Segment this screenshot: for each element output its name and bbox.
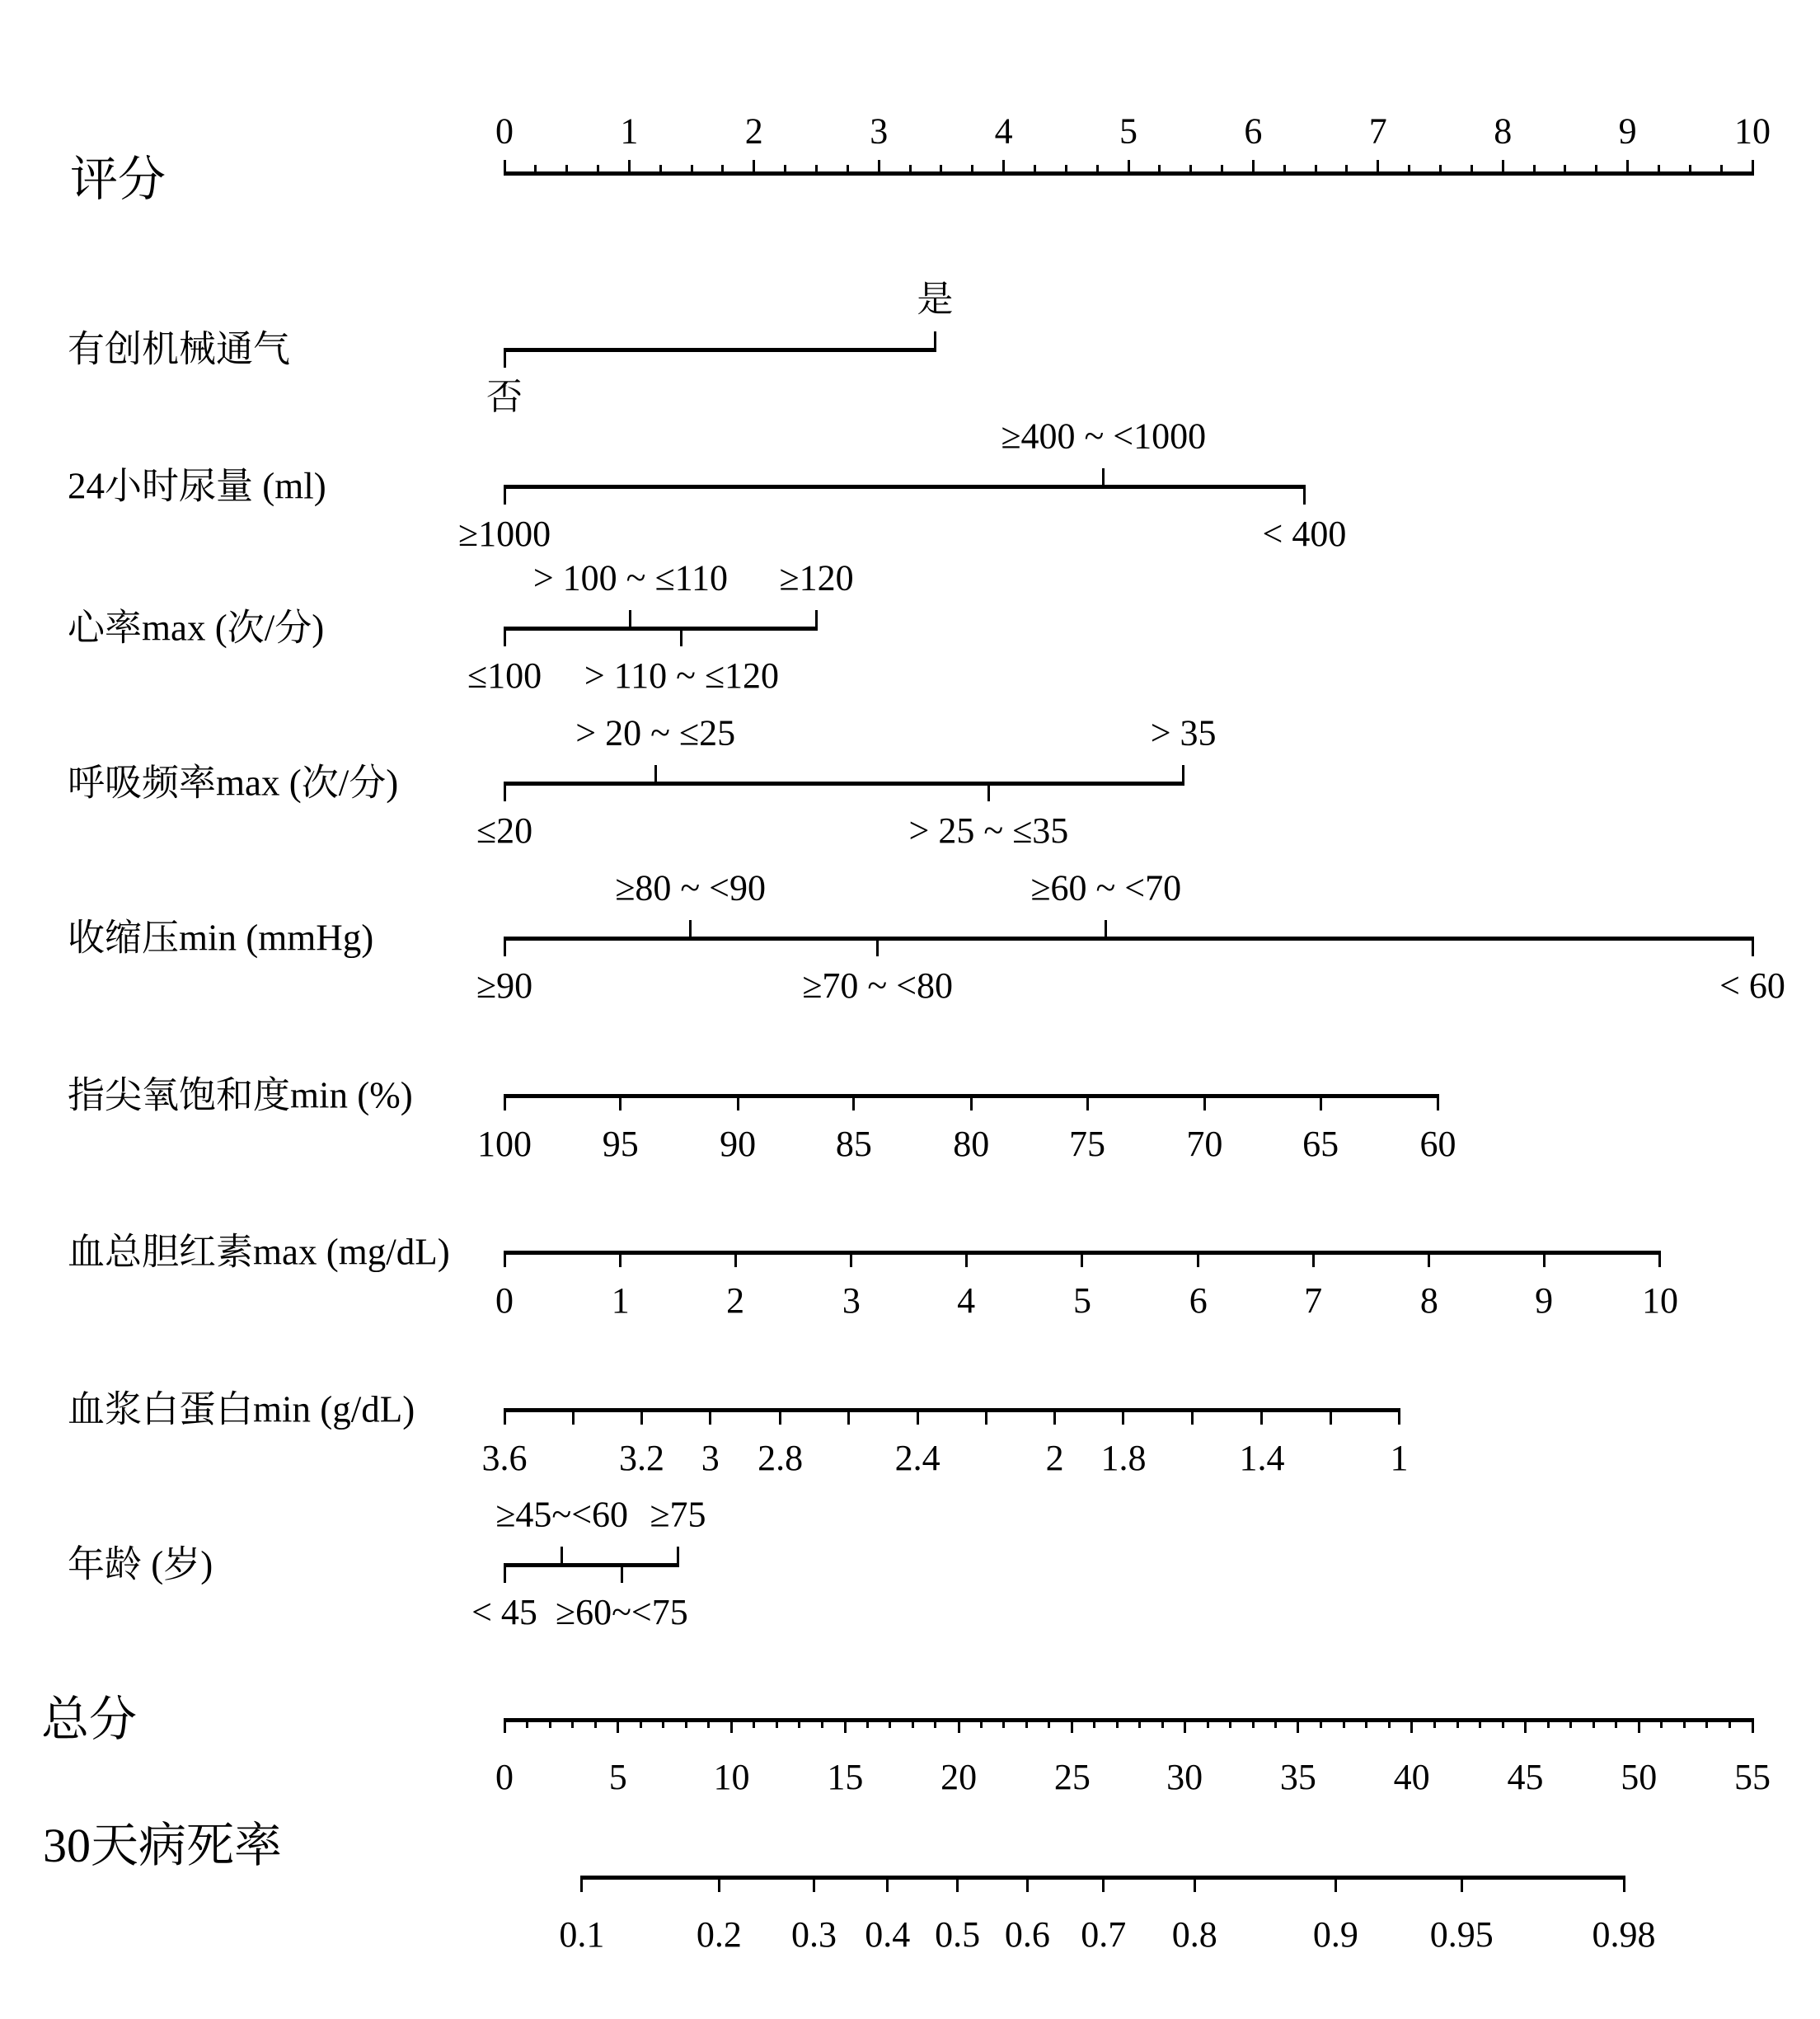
tick-label-score: 1 [620,110,639,152]
tick-mortality [1102,1877,1105,1892]
row-label-score: 评分 [70,153,167,207]
tick-label-bilirubin: 9 [1535,1280,1554,1321]
tick-mortality [1623,1877,1625,1892]
tick-label-urine: ≥1000 [457,514,551,554]
tick-label-score: 10 [1734,110,1771,152]
tick-label-resp_rate: > 25 ~ ≤35 [908,810,1069,851]
row-label-spo2: 指尖氧饱和度min (%) [68,1074,413,1116]
tick-label-mortality: 0.4 [865,1914,911,1955]
tick-label-heart_rate: > 110 ~ ≤120 [584,655,780,696]
tick-label-score: 9 [1618,110,1637,152]
tick-label-score: 0 [495,110,514,152]
tick-label-age: ≥75 [650,1494,706,1535]
tick-label-spo2: 65 [1302,1124,1339,1164]
tick-mortality [1026,1877,1029,1892]
row-label-heart_rate: 心率max (次/分) [68,607,325,649]
tick-label-mortality: 0.5 [935,1914,981,1955]
tick-label-resp_rate: ≤20 [476,810,533,851]
tick-label-albumin: 1 [1390,1438,1409,1478]
tick-label-heart_rate: > 100 ~ ≤110 [532,557,728,599]
tick-label-sbp: < 60 [1719,965,1785,1006]
tick-label-albumin: 2.8 [758,1438,804,1478]
tick-label-resp_rate: > 20 ~ ≤25 [575,712,736,754]
tick-label-ventilation: 否 [486,377,523,417]
tick-label-albumin: 3.6 [481,1438,528,1478]
tick-label-ventilation: 是 [917,279,954,320]
row-label-bilirubin: 血总胆红素max (mg/dL) [68,1231,450,1273]
tick-label-age: ≥60~<75 [555,1592,688,1632]
row-label-total: 总分 [41,1693,138,1747]
tick-mortality [886,1877,889,1892]
tick-label-albumin: 3 [701,1438,720,1478]
tick-label-mortality: 0.7 [1081,1914,1127,1955]
tick-label-total: 25 [1053,1757,1091,1797]
tick-label-bilirubin: 7 [1304,1280,1323,1321]
tick-label-total: 0 [495,1757,514,1797]
tick-label-sbp: ≥70 ~ <80 [802,965,954,1006]
row-label-sbp: 收缩压min (mmHg) [68,917,374,959]
tick-label-bilirubin: 5 [1072,1280,1091,1321]
tick-label-spo2: 75 [1069,1124,1106,1164]
tick-label-score: 5 [1119,110,1138,152]
tick-label-spo2: 100 [477,1124,532,1164]
tick-mortality [813,1877,815,1892]
tick-label-mortality: 0.3 [790,1914,837,1955]
row-label-urine: 24小时尿量 (ml) [68,465,326,507]
tick-label-urine: ≥400 ~ <1000 [1001,416,1207,457]
tick-label-total: 40 [1393,1757,1430,1797]
tick-label-total: 35 [1279,1757,1316,1797]
tick-label-albumin: 3.2 [619,1438,665,1478]
tick-label-albumin: 2.4 [894,1438,940,1478]
tick-label-sbp: ≥60 ~ <70 [1030,867,1182,909]
tick-label-spo2: 70 [1186,1124,1223,1164]
tick-label-total: 30 [1166,1757,1203,1797]
tick-label-total: 50 [1621,1757,1658,1797]
tick-label-bilirubin: 8 [1419,1280,1438,1321]
tick-label-urine: < 400 [1262,514,1347,554]
tick-mortality [580,1877,583,1892]
tick-label-total: 5 [608,1757,627,1797]
tick-label-mortality: 0.1 [559,1914,605,1955]
tick-label-score: 2 [744,110,763,152]
tick-label-bilirubin: 0 [495,1280,514,1321]
tick-label-heart_rate: ≥120 [779,557,854,599]
tick-label-bilirubin: 2 [726,1280,745,1321]
tick-label-bilirubin: 4 [957,1280,976,1321]
tick-label-score: 6 [1244,110,1263,152]
tick-label-score: 3 [870,110,889,152]
tick-label-bilirubin: 10 [1641,1280,1678,1321]
tick-label-score: 4 [994,110,1013,152]
row-label-resp_rate: 呼吸频率max (次/分) [68,762,399,804]
tick-label-sbp: ≥80 ~ <90 [615,867,766,909]
tick-label-mortality: 0.98 [1592,1914,1656,1955]
tick-label-albumin: 1.4 [1239,1438,1285,1478]
tick-label-mortality: 0.2 [696,1914,742,1955]
tick-mortality [1335,1877,1337,1892]
tick-label-score: 7 [1368,110,1387,152]
tick-label-age: ≥45~<60 [495,1494,629,1535]
tick-label-total: 55 [1734,1757,1771,1797]
tick-label-heart_rate: ≤100 [467,655,542,696]
row-label-age: 年龄 (岁) [68,1543,213,1585]
tick-mortality [1461,1877,1463,1892]
tick-label-total: 15 [827,1757,864,1797]
tick-label-spo2: 60 [1419,1124,1456,1164]
tick-label-mortality: 0.9 [1312,1914,1358,1955]
tick-label-spo2: 90 [720,1124,757,1164]
tick-label-sbp: ≥90 [476,965,533,1006]
tick-label-resp_rate: > 35 [1150,712,1217,754]
tick-mortality [956,1877,959,1892]
tick-label-score: 8 [1494,110,1513,152]
tick-mortality [718,1877,720,1892]
tick-label-total: 20 [940,1757,978,1797]
tick-label-total: 10 [713,1757,750,1797]
tick-label-mortality: 0.8 [1171,1914,1217,1955]
tick-label-bilirubin: 3 [842,1280,861,1321]
tick-mortality [1194,1877,1196,1892]
tick-label-albumin: 2 [1045,1438,1064,1478]
row-label-albumin: 血浆白蛋白min (g/dL) [68,1388,415,1430]
tick-label-mortality: 0.95 [1429,1914,1494,1955]
tick-label-bilirubin: 1 [611,1280,630,1321]
tick-label-age: < 45 [471,1592,537,1632]
row-label-ventilation: 有创机械通气 [68,328,291,370]
row-label-mortality: 30天病死率 [43,1819,283,1873]
tick-label-mortality: 0.6 [1004,1914,1050,1955]
tick-label-spo2: 85 [835,1124,872,1164]
tick-label-total: 45 [1507,1757,1544,1797]
tick-label-albumin: 1.8 [1100,1438,1147,1478]
tick-label-bilirubin: 6 [1189,1280,1208,1321]
tick-label-spo2: 95 [602,1124,639,1164]
tick-label-spo2: 80 [953,1124,990,1164]
